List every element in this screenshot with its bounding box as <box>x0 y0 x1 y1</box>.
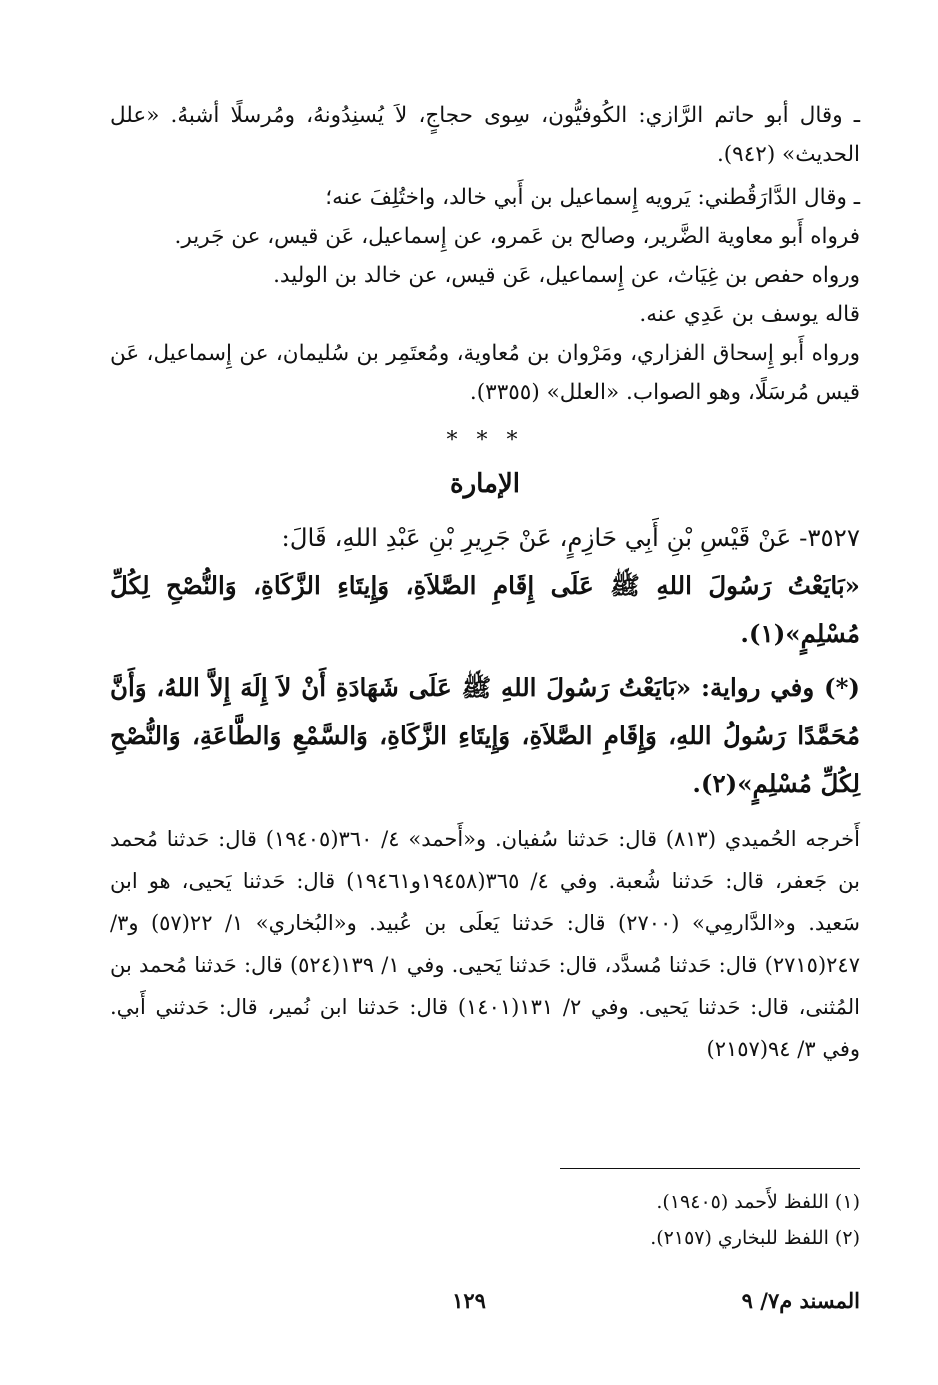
paragraph-abu-ishaq: ورواه أَبو إِسحاق الفزاري، ومَرْوان بن مُعاوية، ومُعتَمِر بن سُليمان، عن إِسماعيل، عَن قيس مُرسَلًا، وهو الصواب. «العلل» (٣٣٥٥). <box>110 341 860 405</box>
hadith-isnad: ٣٥٢٧- عَنْ قَيْسِ بْنِ أَبِي حَازِمٍ، عَنْ جَرِيرِ بْنِ عَبْدِ اللهِ، قَالَ: <box>281 523 860 552</box>
paragraph-yusuf: قاله يوسف بن عَدِي عنه. <box>639 302 860 327</box>
section-heading: الإمارة <box>449 469 521 499</box>
page-number: ١٢٩ <box>452 1288 486 1313</box>
paragraph-hafs: ورواه حفص بن غِيَاث، عن إِسماعيل، عَن قيس، عن خالد بن الوليد. <box>273 263 860 288</box>
page-footer <box>78 1288 860 1324</box>
page-body <box>110 96 860 1070</box>
paragraph-daraqutni: ـ وقال الدَّارَقُطني: يَرويه إِسماعيل بن أَبي خالد، واختُلِفَ عنه؛ <box>325 185 860 210</box>
footnote-divider <box>560 1168 860 1169</box>
footnotes <box>460 1184 860 1256</box>
takhrij-paragraph: أَخرجه الحُميدي (٨١٣) قال: حَدثنا سُفيان. و«أَحمد» ٤/ ٣٦٠(١٩٤٠٥) قال: حَدثنا مُحمد بن جَعفر، قال: حَدثنا شُعبة. وفي ٤/ ٣٦٥(١٩٤٥٨و١٩٤٦١) قال: حَدثنا يَحيى، هو ابن سَعيد. و«الدَّارمِي» (٢٧٠٠) قال: حَدثنا يَعلَى بن عُبيد. و«البُخاري» ١/ ٢٢(٥٧) و٣/ ٢٤٧(٢٧١٥) قال: حَدثنا مُسدَّد، قال: حَدثنا يَحيى. وفي ١/ ١٣٩(٥٢٤) قال: حَدثنا مُحمد بن المُثنى، قال: حَدثنا يَحيى. وفي ٢/ ١٣١(١٤٠١) قال: حَدثنا ابن نُمير، قال: حَدثني أَبي. وفي ٣/ ٩٤(٢١٥٧) <box>110 827 860 1061</box>
paragraph-abu-hatim: ـ وقال أبو حاتم الرَّازي: الكُوفيُّون، سِوى حجاجٍ، لاَ يُسنِدُونهُ، ومُرسلًا أشبهُ. «علل الحديث» (٩٤٢). <box>110 103 860 167</box>
footnote-1: (١) اللفظ لأَحمد (١٩٤٠٥). <box>656 1191 860 1213</box>
volume-marker: المسند م٧/ ٩ <box>741 1288 860 1313</box>
hadith-riwaya: (*) وفي رواية: «بَايَعْتُ رَسُولَ اللهِ ﷺ عَلَى شَهَادَةِ أَنْ لاَ إِلَهَ إِلاَّ اللهُ، وَأَنَّ مُحَمَّدًا رَسُولُ اللهِ، وَإِقَامِ الصَّلاَةِ، وَإِيتَاءِ الزَّكَاةِ، وَالسَّمْعِ وَالطَّاعَةِ، وَالنُّصْحِ لِكُلِّ مُسْلِمٍ»(٢). <box>110 673 860 798</box>
footnote-2: (٢) اللفظ للبخاري (٢١٥٧). <box>650 1227 860 1249</box>
paragraph-abu-muawiya: فرواه أَبو معاوية الضَّرير، وصالح بن عَمرو، عن إِسماعيل، عَن قيس، عن جَرير. <box>174 224 860 249</box>
hadith-matn: «بَايَعْتُ رَسُولَ اللهِ ﷺ عَلَى إِقَامِ الصَّلاَةِ، وَإِيتَاءِ الزَّكَاةِ، وَالنُّصْحِ لِكُلِّ مُسْلِمٍ»(١). <box>110 571 860 648</box>
section-separator: * * * <box>446 428 524 453</box>
